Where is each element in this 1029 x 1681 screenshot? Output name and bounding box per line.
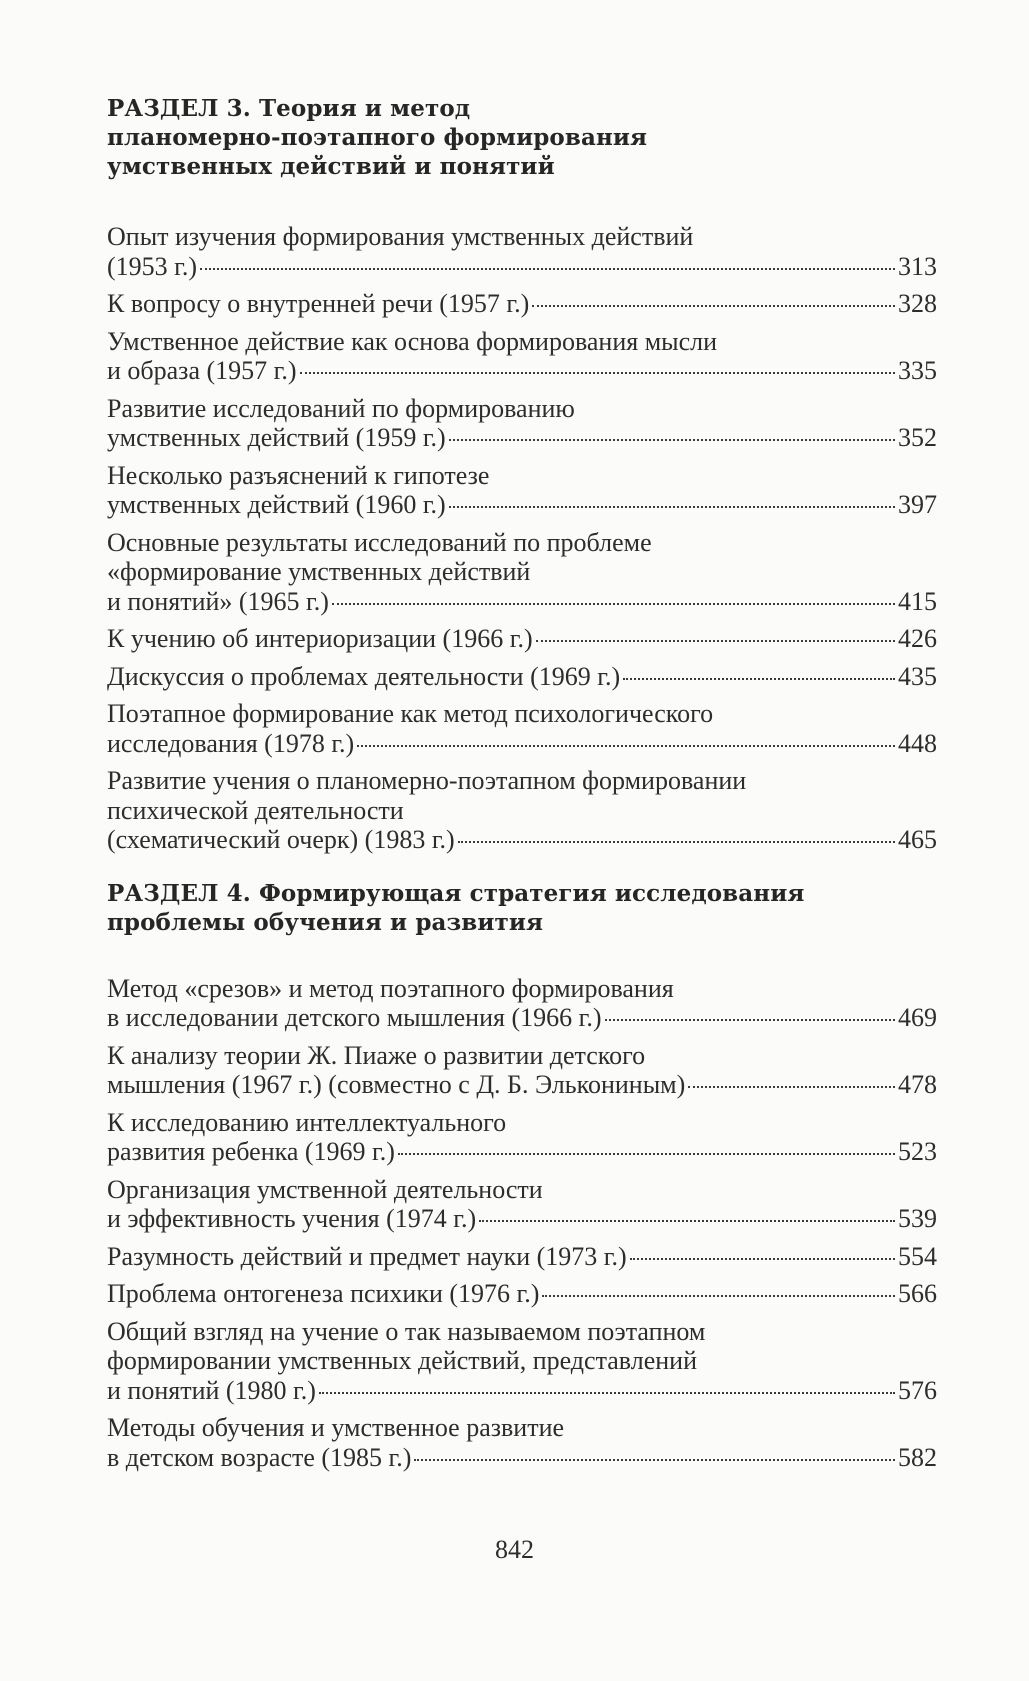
toc-entry-title-line: (схематический очерк) (1983 г.) [107,825,455,854]
toc-entry-final-line [107,1376,937,1406]
toc-entry-title-line: и эффективность учения (1974 г.) [107,1204,477,1233]
section-heading-line: РАЗДЕЛ 3. Теория и метод [107,95,471,122]
toc-entry-final-line [107,587,937,617]
toc-entry[interactable] [107,394,937,453]
toc-entry[interactable] [107,461,937,520]
toc-entry[interactable] [107,624,937,654]
toc-page-number: 566 [898,1279,937,1308]
toc-entry-title-line: в детском возрасте (1985 г.) [107,1442,412,1472]
toc-entry-final-line [107,252,937,282]
toc-entry-title-line: Поэтапное формирование как метод психологического [107,699,714,728]
toc-page-number: 554 [898,1241,937,1271]
toc-entry-title-line: умственных действий (1960 г.) [107,490,446,519]
toc-list [107,222,937,855]
toc-entry-title-line: Организация умственной деятельности [107,1174,543,1204]
toc-page-number: 576 [898,1375,937,1405]
toc-entry[interactable] [107,1108,937,1167]
toc-entry-final-line [107,1279,937,1309]
toc-page-number: 448 [898,728,937,758]
toc-entry-final-line [107,490,937,520]
toc-entry-title-line: К анализу теории Ж. Пиаже о развитии детского [107,1040,646,1070]
toc-entry-final-line [107,423,937,453]
section-heading [107,879,937,937]
toc-entry-final-line [107,1070,937,1100]
toc-entry-title-line: Умственное действие как основа формирования мысли [107,326,718,356]
dot-leader [536,640,895,642]
dot-leader [532,305,895,307]
toc-entry-final-line [107,825,937,855]
section-heading-line: РАЗДЕЛ 4. Формирующая стратегия исследования [107,879,805,907]
toc-entry[interactable] [107,1317,937,1406]
toc-entry-title-line: Развитие учения о планомерно-поэтапном формировании [107,766,747,795]
toc-entry-title-line: Метод «срезов» и метод поэтапного формирования [107,973,674,1003]
toc-entry-final-line [107,624,937,654]
dot-leader [605,1019,896,1021]
dot-leader [688,1086,895,1088]
toc-entry-title-line: Проблема онтогенеза психики (1976 г.) [107,1279,540,1308]
dot-leader [542,1295,895,1297]
dot-leader [319,1392,895,1394]
toc-entry-title-line: К учению об интериоризации (1966 г.) [107,624,533,653]
dot-leader [300,372,895,374]
toc-entry-title-line: и понятий» (1965 г.) [107,586,329,616]
toc-entry-title-line: К исследованию интеллектуального [107,1107,507,1137]
toc-entry[interactable] [107,766,937,855]
toc-entry-title-line: Несколько разъяснений к гипотезе [107,460,490,490]
dot-leader [200,268,895,270]
toc-entry-title-line: Методы обучения и умственное развитие [107,1413,565,1442]
toc-page [107,94,937,1480]
dot-leader [623,678,895,680]
toc-entry-title-line: Дискуссия о проблемах деятельности (1969 г.) [107,661,621,691]
section-heading-line: умственных действий и понятий [107,153,555,180]
dot-leader [449,506,895,508]
toc-page-number: 426 [898,624,937,653]
page-number: 842 [495,1535,534,1564]
toc-page-number: 435 [898,661,937,691]
toc-entry[interactable] [107,974,937,1033]
dot-leader [630,1258,895,1260]
toc-entry[interactable] [107,528,937,617]
toc-entry-title-line: психической деятельности [107,795,404,825]
toc-entry-title-line: Развитие исследований по формированию [107,393,575,423]
toc-entry-title-line: Основные результаты исследований по проблеме [107,527,652,557]
toc-entry[interactable] [107,222,937,281]
toc-entry-final-line [107,356,937,386]
dot-leader [414,1459,895,1461]
toc-entry[interactable] [107,1413,937,1472]
section-heading [107,94,937,181]
toc-entry-title-line: в исследовании детского мышления (1966 г.) [107,1003,602,1032]
dot-leader [398,1153,895,1155]
toc-entry[interactable] [107,1041,937,1100]
toc-entry-title-line: Разумность действий и предмет науки (1973 г.) [107,1241,627,1271]
dot-leader [357,745,895,747]
toc-entry-title-line: умственных действий (1959 г.) [107,423,446,452]
toc-entry-title-line: мышления (1967 г.) (совместно с Д. Б. Элькониным) [107,1070,686,1099]
toc-page-number: 335 [898,356,937,385]
toc-entry-title-line: и образа (1957 г.) [107,356,297,385]
toc-entry[interactable] [107,327,937,386]
toc-entry-title-line: Общий взгляд на учение о так называемом поэтапном [107,1316,706,1346]
toc-entry-title-line: формировании умственных действий, представлений [107,1346,697,1375]
toc-entry-title-line: Опыт изучения формирования умственных действий [107,222,694,251]
toc-list [107,974,937,1473]
toc-entry[interactable] [107,1279,937,1309]
toc-page-number: 469 [898,1003,937,1032]
toc-entry-final-line [107,1443,937,1473]
toc-entry-title-line: и понятий (1980 г.) [107,1375,316,1405]
toc-page-number: 465 [898,825,937,854]
toc-entry-title-line: исследования (1978 г.) [107,728,355,758]
toc-page-number: 352 [898,423,937,452]
toc-page-number: 328 [898,289,937,318]
toc-entry-final-line [107,289,937,319]
toc-page-number: 523 [898,1137,937,1166]
toc-page-number: 478 [898,1070,937,1099]
toc-page-number: 397 [898,490,937,519]
toc-entry-final-line [107,1137,937,1167]
section-heading-line: планомерно-поэтапного формирования [107,124,648,151]
toc-page-number: 539 [898,1204,937,1233]
toc-page-number: 415 [898,586,937,616]
section-heading-line: проблемы обучения и развития [107,908,544,936]
toc-entry-title-line: развития ребенка (1969 г.) [107,1137,395,1166]
toc-entry-title-line: «формирование умственных действий [107,557,531,586]
toc-entry-final-line [107,729,937,759]
toc-entry-final-line [107,662,937,692]
dot-leader [479,1220,895,1222]
toc-entry[interactable] [107,699,937,758]
toc-entry-final-line [107,1204,937,1234]
toc-entry-title-line: К вопросу о внутренней речи (1957 г.) [107,289,530,318]
toc-page-number: 313 [898,251,937,281]
dot-leader [458,841,895,843]
toc-entry-final-line [107,1242,937,1272]
dot-leader [449,439,895,441]
dot-leader [332,603,895,605]
toc-entry[interactable] [107,1175,937,1234]
toc-entry-title-line: (1953 г.) [107,251,198,281]
toc-entry[interactable] [107,662,937,692]
toc-entry[interactable] [107,1242,937,1272]
toc-page-number: 582 [898,1442,937,1472]
toc-entry[interactable] [107,289,937,319]
toc-entry-final-line [107,1003,937,1033]
